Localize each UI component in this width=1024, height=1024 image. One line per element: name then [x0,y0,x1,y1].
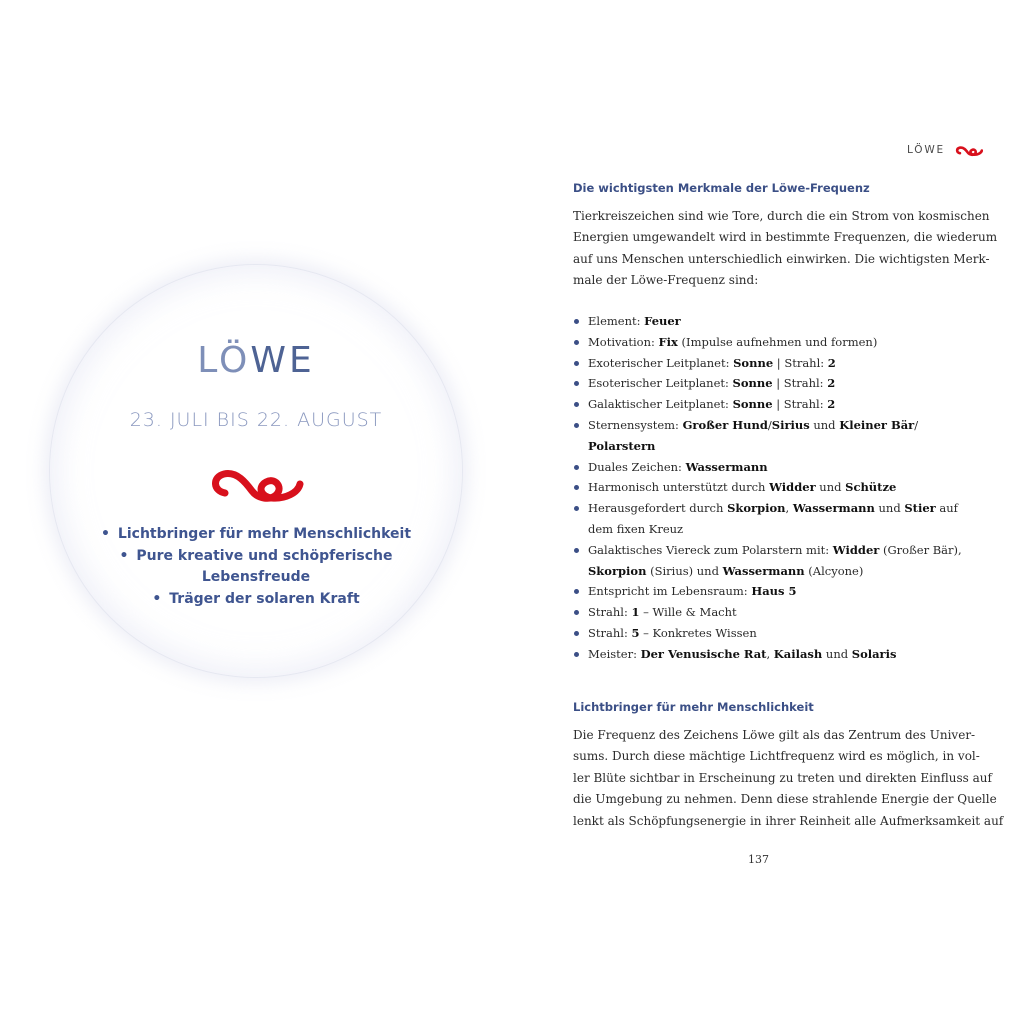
fact-label: – Wille & Macht [639,605,737,620]
fact-item [573,332,953,353]
fact-label: und [815,480,846,495]
highlight-item: • Pure kreative und schöpferische [96,546,416,568]
highlight-item: • Träger der solaren Kraft [96,589,416,611]
fact-value: Widder [832,542,880,557]
fact-item [573,581,953,602]
sign-title-part2: WE [250,340,315,381]
right-page [512,0,1024,1024]
leo-symbol-small-icon [955,143,983,157]
text-line: male der Löwe-Frequenz sind: [573,273,759,288]
fact-label: Galaktisches Viereck zum Polarstern mit: [588,542,833,557]
fact-label: Galaktischer Leitplanet: [588,397,733,412]
fact-label: Esoterischer Leitplanet: [588,376,733,391]
fact-label: Exoterischer Leitplanet: [588,355,734,370]
fact-item [573,623,953,644]
fact-label: Harmonisch unterstützt durch [588,480,770,495]
highlight-item: Lebensfreude [201,569,311,585]
fact-item [573,415,953,457]
fact-label: , [766,646,774,661]
fact-value: Polarstern [588,438,656,453]
text-line: lenkt als Schöpfungsenergie in ihrer Reinheit alle Aufmerksamkeit auf [573,813,1004,828]
fact-value: Wassermann [792,501,875,516]
fact-value: Der Venusische Rat [640,646,767,661]
section-heading-lichtbringer: Lichtbringer für mehr Menschlichkeit [573,700,814,714]
fact-label: Strahl: [588,625,632,640]
fact-label: (Alcyone) [804,563,864,578]
fact-item [573,394,953,415]
sign-dates: 23. JULI BIS 22. AUGUST [129,409,383,431]
fact-label: | Strahl: [772,376,828,391]
fact-value: Sonne [732,397,773,412]
fact-label: Strahl: [588,605,632,620]
fact-item [573,477,953,498]
fact-value: 1 [631,605,640,620]
fact-label: Entspricht im Lebensraum: [588,584,752,599]
text-line: Tierkreiszeichen sind wie Tore, durch die ein Strom von kosmischen [573,209,990,223]
fact-value: Skorpion [727,501,786,516]
highlights-list [96,524,416,610]
section-heading-merkmale: Die wichtigsten Merkmale der Löwe-Frequenz [573,181,870,195]
text-line: sums. Durch diese mächtige Lichtfrequenz wird es möglich, in vol- [573,749,980,764]
fact-item [573,644,953,665]
fact-label: Herausgefordert durch [588,501,728,516]
fact-value: Stier [904,501,936,516]
fact-item [573,457,953,478]
body-paragraph [573,725,1004,832]
fact-value: Kailash [773,646,823,661]
fact-label: , [785,501,793,516]
fact-label: Duales Zeichen: [588,459,686,474]
fact-value: Widder [769,480,816,495]
text-line: Energien umgewandelt wird in bestimmte Frequenzen, die wiederum [573,230,998,245]
page-number: 137 [748,853,769,866]
fact-value: Sonne [733,355,774,370]
fact-label: (Sirius) und [646,563,723,578]
fact-value: Sirius [771,417,810,432]
fact-label: Element: [588,314,645,328]
fact-value: Skorpion [588,563,647,578]
fact-label: Motivation: [588,334,659,349]
fact-item [573,498,958,540]
fact-label: (Großer Bär), [879,542,962,557]
fact-label: | Strahl: [773,355,828,370]
fact-label: und [874,501,905,516]
fact-label: | Strahl: [772,397,828,412]
text-line: ler Blüte sichtbar in Erscheinung zu treten und direkten Einfluss auf [573,770,992,785]
fact-label: / [914,417,919,432]
fact-value: Kleiner Bär [839,417,915,432]
fact-value: Solaris [851,646,897,661]
fact-value: 2 [827,376,836,391]
fact-label: Meister: [588,646,641,661]
fact-value: Haus 5 [751,584,797,599]
fact-label: auf [935,501,958,516]
fact-item [573,311,953,332]
sign-title [0,340,512,381]
fact-label: / [767,417,772,432]
leo-symbol-icon [208,460,304,504]
fact-value: 5 [631,625,640,640]
text-line: Die Frequenz des Zeichens Löwe gilt als das Zentrum des Univer- [573,728,976,742]
highlight-item: • Lichtbringer für mehr Menschlichkeit [96,524,416,546]
fact-value: Wassermann [722,563,805,578]
fact-label: (Impulse aufnehmen und formen) [677,334,878,349]
fact-value: Schütze [845,480,897,495]
fact-item [573,540,962,582]
fact-label: Sternensystem: [588,417,683,432]
fact-value: 2 [827,355,836,370]
fact-value: Großer Hund [682,417,768,432]
fact-label: und [822,646,852,661]
facts-list [573,311,962,665]
text-line: die Umgebung zu nehmen. Denn diese strahlende Energie der Quelle [573,792,997,807]
fact-value: Sonne [732,376,773,391]
fact-item [573,353,953,374]
fact-item [573,602,953,623]
fact-label: und [809,417,840,432]
fact-value: Fix [658,334,678,349]
fact-value: Feuer [644,314,681,328]
fact-item [573,373,953,394]
fact-label: dem fixen Kreuz [588,521,684,536]
fact-value: 2 [827,397,836,412]
running-head-label: LÖWE [907,144,945,156]
intro-paragraph [573,206,998,292]
text-line: auf uns Menschen unterschiedlich einwirken. Die wichtigsten Merk- [573,251,990,266]
fact-value: Wassermann [685,459,768,474]
running-head [907,143,983,157]
sign-title-part1: LÖ [197,340,251,381]
fact-label: – Konkretes Wissen [639,625,757,640]
